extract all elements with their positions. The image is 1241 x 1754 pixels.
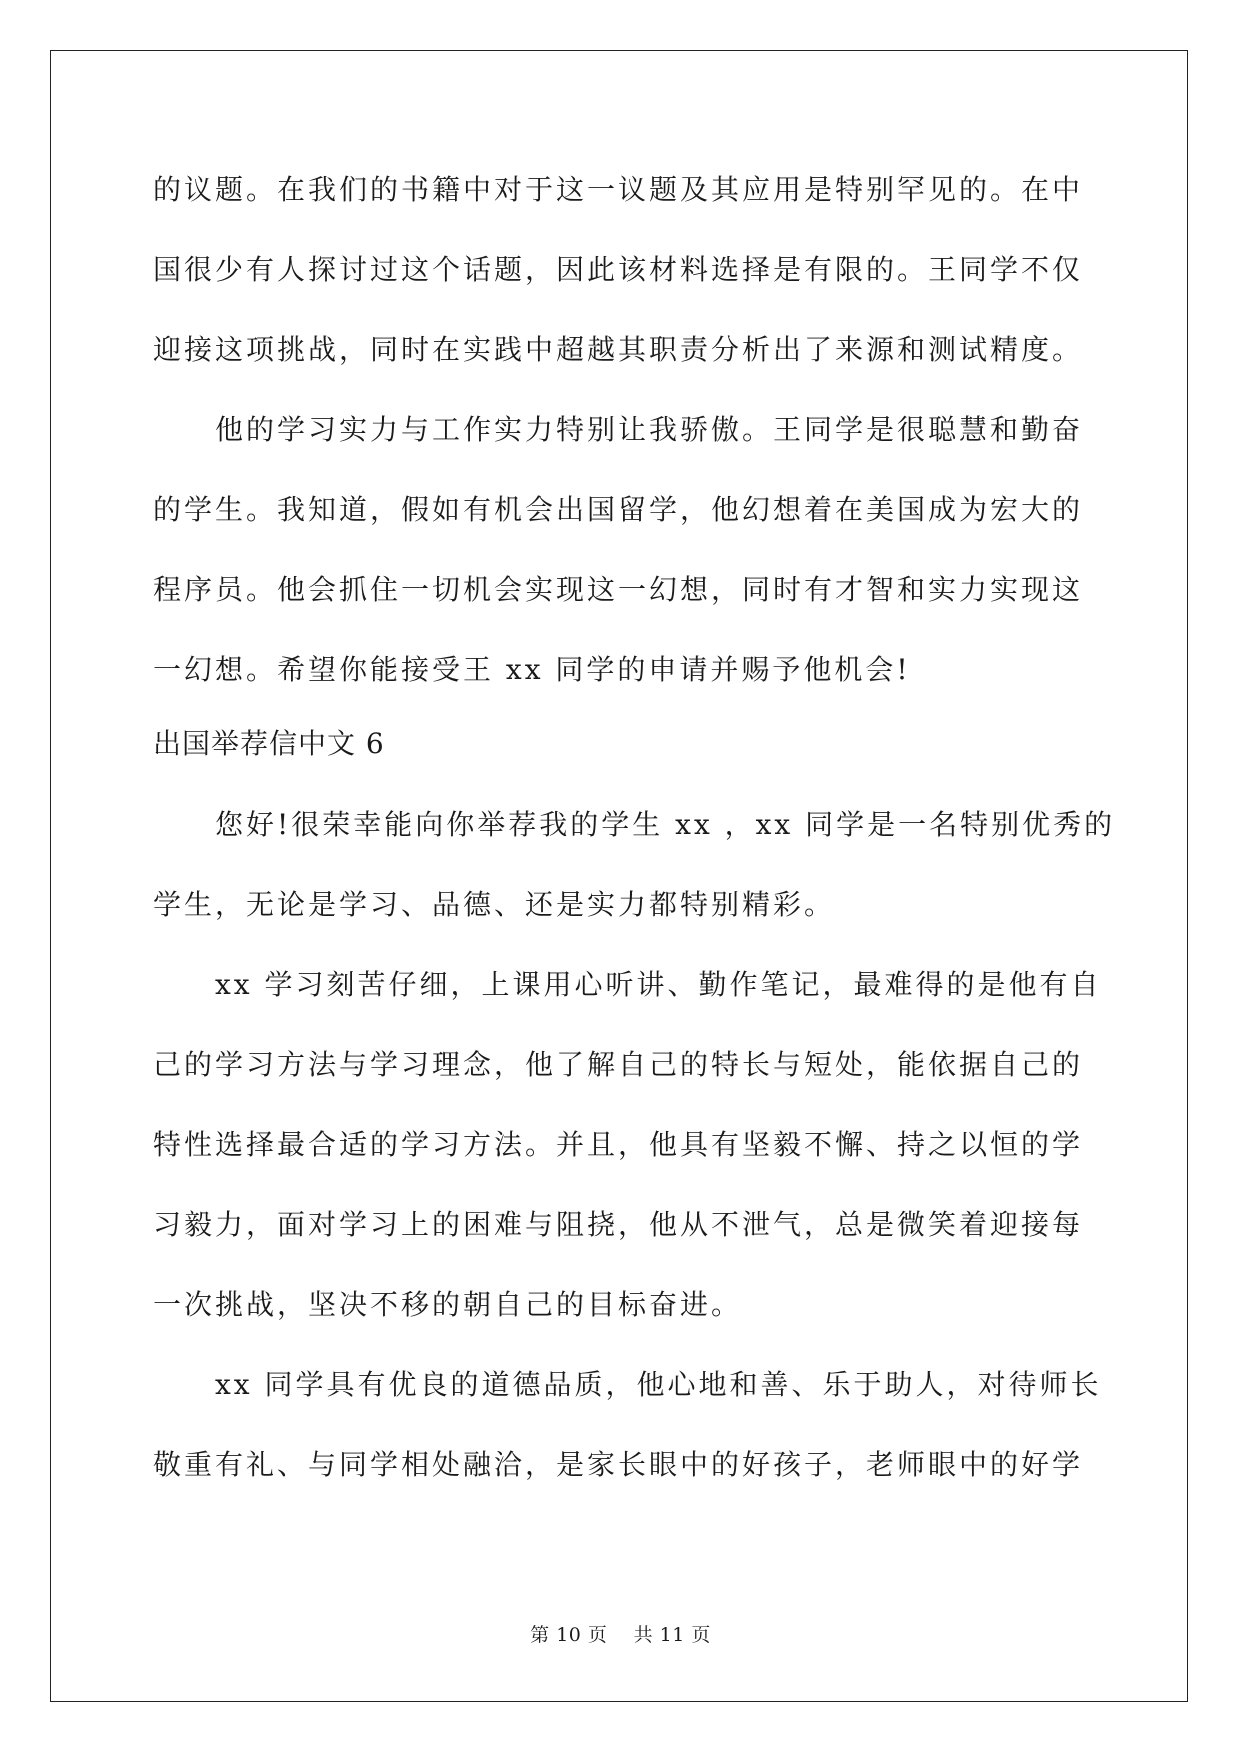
body-line: 他的学习实力与工作实力特别让我骄傲。王同学是很聪慧和勤奋 (153, 413, 1084, 446)
body-line: 一幻想。希望你能接受王 xx 同学的申请并赐予他机会! (153, 653, 911, 686)
page-footer (0, 1622, 1241, 1648)
body-line: 您好!很荣幸能向你举荐我的学生 xx ，xx 同学是一名特别优秀的 (153, 808, 1116, 841)
body-line: 己的学习方法与学习理念，他了解自己的特长与短处，能依据自己的 (153, 1048, 1084, 1081)
body-line: 习毅力，面对学习上的困难与阻挠，他从不泄气，总是微笑着迎接每 (153, 1208, 1084, 1241)
body-line: 的议题。在我们的书籍中对于这一议题及其应用是特别罕见的。在中 (153, 173, 1084, 206)
body-line: 一次挑战，坚决不移的朝自己的目标奋进。 (153, 1288, 743, 1321)
body-line: 国很少有人探讨过这个话题，因此该材料选择是有限的。王同学不仅 (153, 253, 1084, 286)
body-line: xx 学习刻苦仔细，上课用心听讲、勤作笔记，最难得的是他有自 (153, 968, 1102, 1001)
body-line: 特性选择最合适的学习方法。并且，他具有坚毅不懈、持之以恒的学 (153, 1128, 1084, 1161)
body-line: xx 同学具有优良的道德品质，他心地和善、乐于助人，对待师长 (153, 1368, 1102, 1401)
body-line: 的学生。我知道，假如有机会出国留学，他幻想着在美国成为宏大的 (153, 493, 1084, 526)
page-number: 第 10 页 共 11 页 (530, 1624, 711, 1646)
body-line: 程序员。他会抓住一切机会实现这一幻想，同时有才智和实力实现这 (153, 573, 1084, 606)
body-line: 迎接这项挑战，同时在实践中超越其职责分析出了来源和测试精度。 (153, 333, 1084, 366)
section-heading: 出国举荐信中文 6 (153, 727, 385, 760)
body-line: 敬重有礼、与同学相处融洽，是家长眼中的好孩子，老师眼中的好学 (153, 1448, 1084, 1481)
body-line: 学生，无论是学习、品德、还是实力都特别精彩。 (153, 888, 836, 921)
